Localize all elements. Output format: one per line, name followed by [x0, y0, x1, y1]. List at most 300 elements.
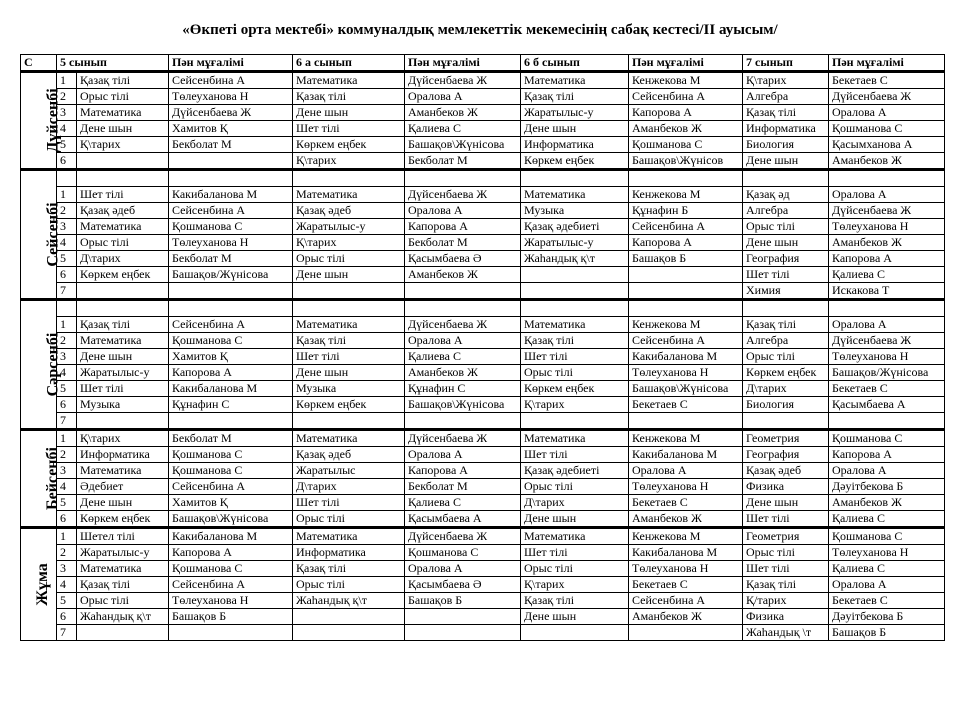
- teacher-5: Какибаланова М: [169, 381, 293, 397]
- lesson-number: 2: [57, 203, 77, 219]
- subject-6a: Орыс тілі: [293, 577, 405, 593]
- empty-cell: [169, 170, 293, 187]
- subject-6b: Математика: [521, 317, 629, 333]
- teacher-5: [169, 153, 293, 170]
- teacher-6a: Дүйсенбаева Ж: [405, 528, 521, 545]
- day-block: [21, 170, 945, 300]
- teacher-7: Төлеуханова Н: [829, 349, 945, 365]
- teacher-6a: [405, 625, 521, 641]
- lesson-number: 5: [57, 137, 77, 153]
- lesson-row: [21, 203, 945, 219]
- lesson-row: [21, 561, 945, 577]
- lesson-row: [21, 267, 945, 283]
- subject-7: Қазақ тілі: [743, 317, 829, 333]
- lesson-row: [21, 219, 945, 235]
- lesson-row: [21, 349, 945, 365]
- subject-6a: Қазақ тілі: [293, 89, 405, 105]
- subject-7: Дене шын: [743, 153, 829, 170]
- teacher-7: Қалиева С: [829, 511, 945, 528]
- lesson-row: [21, 479, 945, 495]
- teacher-7: Төлеуханова Н: [829, 545, 945, 561]
- subject-6b: [521, 413, 629, 430]
- day-block: [21, 528, 945, 641]
- schedule-table: [20, 54, 945, 641]
- subject-7: Физика: [743, 609, 829, 625]
- subject-7: Орыс тілі: [743, 349, 829, 365]
- teacher-7: Башақов Б: [829, 625, 945, 641]
- lesson-number: 7: [57, 625, 77, 641]
- teacher-7: Қалиева С: [829, 561, 945, 577]
- teacher-6b: Какибаланова М: [629, 447, 743, 463]
- subject-5: Д\тарих: [77, 251, 169, 267]
- teacher-6b: Кенжекова М: [629, 430, 743, 447]
- subject-7: Қазақ тілі: [743, 577, 829, 593]
- teacher-6b: Бекетаев С: [629, 577, 743, 593]
- lesson-number: 4: [57, 121, 77, 137]
- subject-6a: Дене шын: [293, 267, 405, 283]
- teacher-5: Қошманова С: [169, 447, 293, 463]
- teacher-5: Хамитов Қ: [169, 121, 293, 137]
- teacher-5: [169, 283, 293, 300]
- teacher-7: Капорова А: [829, 447, 945, 463]
- subject-6a: Шет тілі: [293, 121, 405, 137]
- teacher-6a: Капорова А: [405, 463, 521, 479]
- teacher-6b: Какибаланова М: [629, 545, 743, 561]
- teacher-7: Қалиева С: [829, 267, 945, 283]
- teacher-6a: Қалиева С: [405, 349, 521, 365]
- empty-cell: [829, 170, 945, 187]
- subject-7: Шет тілі: [743, 561, 829, 577]
- teacher-6a: Бекболат М: [405, 153, 521, 170]
- subject-5: [77, 283, 169, 300]
- subject-6b: [521, 283, 629, 300]
- subject-6a: Орыс тілі: [293, 251, 405, 267]
- subject-6a: Математика: [293, 430, 405, 447]
- subject-6b: Қазақ әдебиеті: [521, 463, 629, 479]
- subject-6b: Дене шын: [521, 609, 629, 625]
- teacher-6a: Қошманова С: [405, 545, 521, 561]
- lesson-number: 6: [57, 609, 77, 625]
- teacher-7: Оралова А: [829, 105, 945, 121]
- subject-6a: Шет тілі: [293, 349, 405, 365]
- lesson-row: [21, 381, 945, 397]
- teacher-5: Башақов\Жүнісова: [169, 511, 293, 528]
- day-label-cell: [21, 170, 62, 300]
- lesson-row: [21, 545, 945, 561]
- day-label-cell: [21, 528, 57, 641]
- subject-6a: [293, 413, 405, 430]
- subject-7: Информатика: [743, 121, 829, 137]
- teacher-7: Қошманова С: [829, 121, 945, 137]
- teacher-6a: Башақов\Жүнісова: [405, 397, 521, 413]
- lesson-number: 1: [57, 72, 77, 89]
- subject-7: Қ\тарих: [743, 72, 829, 89]
- subject-6b: Көркем еңбек: [521, 381, 629, 397]
- subject-6b: Қ\тарих: [521, 397, 629, 413]
- subject-6a: Көркем еңбек: [293, 137, 405, 153]
- lesson-number: 1: [57, 430, 77, 447]
- subject-6a: Қ\тарих: [293, 153, 405, 170]
- lesson-row: [21, 105, 945, 121]
- teacher-6b: Сейсенбина А: [629, 333, 743, 349]
- subject-6b: Қазақ тілі: [521, 89, 629, 105]
- subject-5: [77, 413, 169, 430]
- subject-5: Шетел тілі: [77, 528, 169, 545]
- teacher-7: Аманбеков Ж: [829, 153, 945, 170]
- subject-7: Биология: [743, 137, 829, 153]
- subject-7: Қазақ әдеб: [743, 463, 829, 479]
- lesson-number: 6: [57, 267, 77, 283]
- subject-6a: Көркем еңбек: [293, 397, 405, 413]
- teacher-5: Құнафин С: [169, 397, 293, 413]
- teacher-7: Қасымханова А: [829, 137, 945, 153]
- teacher-6b: Какибаланова М: [629, 349, 743, 365]
- subject-5: Дене шын: [77, 495, 169, 511]
- subject-5: Дене шын: [77, 121, 169, 137]
- lesson-number: 2: [57, 89, 77, 105]
- subject-6b: Жаратылыс-у: [521, 105, 629, 121]
- subject-6a: Д\тарих: [293, 479, 405, 495]
- teacher-6b: Төлеуханова Н: [629, 365, 743, 381]
- subject-6b: Қазақ тілі: [521, 593, 629, 609]
- subject-5: Қазақ тілі: [77, 317, 169, 333]
- teacher-6b: Сейсенбина А: [629, 593, 743, 609]
- teacher-6a: Дүйсенбаева Ж: [405, 317, 521, 333]
- teacher-6a: [405, 413, 521, 430]
- lesson-number: 6: [57, 153, 77, 170]
- lesson-row: [21, 495, 945, 511]
- day-label-cell: [21, 300, 62, 430]
- teacher-5: Бекболат М: [169, 137, 293, 153]
- subject-5: Математика: [77, 463, 169, 479]
- subject-6a: Қ\тарих: [293, 235, 405, 251]
- subject-6b: Математика: [521, 187, 629, 203]
- subject-5: Шет тілі: [77, 187, 169, 203]
- subject-6b: Қазақ әдебиеті: [521, 219, 629, 235]
- subject-6a: Жаратылыс: [293, 463, 405, 479]
- header-teacher-6a: Пән мұғалімі: [405, 55, 521, 72]
- lesson-number: 7: [57, 283, 77, 300]
- teacher-5: Хамитов Қ: [169, 495, 293, 511]
- empty-cell: [521, 300, 629, 317]
- teacher-5: [169, 625, 293, 641]
- teacher-5: Дүйсенбаева Ж: [169, 105, 293, 121]
- empty-cell: [405, 170, 521, 187]
- subject-6a: [293, 609, 405, 625]
- subject-7: Көркем еңбек: [743, 365, 829, 381]
- subject-7: Қазақ әд: [743, 187, 829, 203]
- teacher-5: Хамитов Қ: [169, 349, 293, 365]
- lesson-row: [21, 413, 945, 430]
- subject-7: Орыс тілі: [743, 545, 829, 561]
- subject-6a: Математика: [293, 187, 405, 203]
- subject-6b: Дене шын: [521, 121, 629, 137]
- teacher-5: [169, 413, 293, 430]
- teacher-6b: [629, 625, 743, 641]
- teacher-6a: Башақов Б: [405, 593, 521, 609]
- empty-cell: [629, 300, 743, 317]
- lesson-row: [21, 365, 945, 381]
- subject-5: Жаратылыс-у: [77, 545, 169, 561]
- subject-7: Алгебра: [743, 333, 829, 349]
- teacher-6b: Бекетаев С: [629, 397, 743, 413]
- subject-5: Информатика: [77, 447, 169, 463]
- lesson-row: [21, 397, 945, 413]
- lesson-number: 5: [57, 593, 77, 609]
- lesson-number: 4: [57, 479, 77, 495]
- subject-6a: [293, 625, 405, 641]
- teacher-7: Искакова Т: [829, 283, 945, 300]
- teacher-6a: Қалиева С: [405, 121, 521, 137]
- teacher-7: Қасымбаева А: [829, 397, 945, 413]
- subject-5: Орыс тілі: [77, 89, 169, 105]
- subject-5: Қазақ тілі: [77, 577, 169, 593]
- subject-5: Математика: [77, 219, 169, 235]
- subject-6b: Шет тілі: [521, 545, 629, 561]
- subject-7: Дене шын: [743, 495, 829, 511]
- subject-5: Қазақ әдеб: [77, 203, 169, 219]
- lesson-number: 1: [57, 528, 77, 545]
- day-block: [21, 72, 945, 170]
- teacher-6a: Аманбеков Ж: [405, 365, 521, 381]
- subject-6a: Математика: [293, 528, 405, 545]
- teacher-6a: Оралова А: [405, 203, 521, 219]
- subject-7: Геометрия: [743, 528, 829, 545]
- subject-5: Музыка: [77, 397, 169, 413]
- blank-row: [21, 300, 945, 317]
- lesson-row: [21, 511, 945, 528]
- subject-5: Орыс тілі: [77, 593, 169, 609]
- day-block: [21, 300, 945, 430]
- teacher-6a: Бекболат М: [405, 479, 521, 495]
- teacher-5: Капорова А: [169, 545, 293, 561]
- lesson-number: 4: [57, 235, 77, 251]
- teacher-7: Башақов/Жүнісова: [829, 365, 945, 381]
- subject-6a: Қазақ әдеб: [293, 447, 405, 463]
- teacher-6b: Башақов\Жүнісов: [629, 153, 743, 170]
- teacher-6b: Башақов\Жүнісова: [629, 381, 743, 397]
- subject-6b: Орыс тілі: [521, 561, 629, 577]
- subject-7: Алгебра: [743, 89, 829, 105]
- subject-5: Жаратылыс-у: [77, 365, 169, 381]
- teacher-6a: Қалиева С: [405, 495, 521, 511]
- teacher-5: Қошманова С: [169, 561, 293, 577]
- header-teacher-6b: Пән мұғалімі: [629, 55, 743, 72]
- subject-7: Қ/тарих: [743, 593, 829, 609]
- teacher-6a: Аманбеков Ж: [405, 267, 521, 283]
- subject-6b: Математика: [521, 72, 629, 89]
- subject-6b: [521, 267, 629, 283]
- lesson-number: 1: [57, 187, 77, 203]
- subject-5: Қ\тарих: [77, 137, 169, 153]
- teacher-5: Сейсенбина А: [169, 317, 293, 333]
- teacher-6b: [629, 267, 743, 283]
- teacher-5: Сейсенбина А: [169, 203, 293, 219]
- teacher-5: Бекболат М: [169, 430, 293, 447]
- header-row: [21, 55, 945, 72]
- teacher-6b: Төлеуханова Н: [629, 479, 743, 495]
- subject-5: Математика: [77, 561, 169, 577]
- teacher-7: Қошманова С: [829, 430, 945, 447]
- subject-7: Алгебра: [743, 203, 829, 219]
- teacher-6a: Бекболат М: [405, 235, 521, 251]
- lesson-number: 6: [57, 511, 77, 528]
- subject-5: Қ\тарих: [77, 430, 169, 447]
- teacher-6b: Аманбеков Ж: [629, 121, 743, 137]
- header-day: С: [21, 55, 57, 72]
- lesson-number: 7: [57, 413, 77, 430]
- lesson-row: [21, 153, 945, 170]
- teacher-6b: Кенжекова М: [629, 72, 743, 89]
- teacher-5: Башақов/Жүнісова: [169, 267, 293, 283]
- teacher-7: Оралова А: [829, 463, 945, 479]
- subject-7: Химия: [743, 283, 829, 300]
- lesson-row: [21, 89, 945, 105]
- header-class-6b: 6 б сынып: [521, 55, 629, 72]
- lesson-row: [21, 593, 945, 609]
- subject-6a: Қазақ тілі: [293, 561, 405, 577]
- teacher-6b: Кенжекова М: [629, 317, 743, 333]
- subject-6b: [521, 625, 629, 641]
- day-name: Сәрсенбі: [44, 332, 62, 396]
- lesson-number: 4: [57, 577, 77, 593]
- teacher-6a: Аманбеков Ж: [405, 105, 521, 121]
- teacher-7: Оралова А: [829, 577, 945, 593]
- teacher-7: Бекетаев С: [829, 381, 945, 397]
- lesson-number: 3: [57, 561, 77, 577]
- subject-6b: Дене шын: [521, 511, 629, 528]
- teacher-7: Бекетаев С: [829, 593, 945, 609]
- subject-6a: Орыс тілі: [293, 511, 405, 528]
- subject-6b: Информатика: [521, 137, 629, 153]
- empty-cell: [293, 170, 405, 187]
- lesson-row: [21, 625, 945, 641]
- teacher-5: Сейсенбина А: [169, 72, 293, 89]
- teacher-6a: Қасымбаева А: [405, 511, 521, 528]
- subject-6a: Информатика: [293, 545, 405, 561]
- teacher-6a: Қасымбаева Ә: [405, 251, 521, 267]
- lesson-row: [21, 528, 945, 545]
- lesson-row: [21, 137, 945, 153]
- subject-6b: Шет тілі: [521, 447, 629, 463]
- teacher-6a: Дүйсенбаева Ж: [405, 72, 521, 89]
- subject-6a: Қазақ әдеб: [293, 203, 405, 219]
- empty-cell: [743, 300, 829, 317]
- subject-7: Орыс тілі: [743, 219, 829, 235]
- teacher-6a: Оралова А: [405, 333, 521, 349]
- lesson-number: 5: [57, 251, 77, 267]
- teacher-7: Дәуітбекова Б: [829, 479, 945, 495]
- teacher-6a: Башақов\Жүнісова: [405, 137, 521, 153]
- teacher-5: Башақов Б: [169, 609, 293, 625]
- teacher-7: Дүйсенбаева Ж: [829, 89, 945, 105]
- teacher-6b: Капорова А: [629, 105, 743, 121]
- day-name: Жұма: [33, 562, 51, 606]
- subject-7: Қазақ тілі: [743, 105, 829, 121]
- empty-cell: [829, 300, 945, 317]
- subject-6b: Музыка: [521, 203, 629, 219]
- subject-7: География: [743, 251, 829, 267]
- teacher-7: Аманбеков Ж: [829, 235, 945, 251]
- subject-6a: Дене шын: [293, 105, 405, 121]
- lesson-row: [21, 317, 945, 333]
- subject-5: Қазақ тілі: [77, 72, 169, 89]
- teacher-6b: Кенжекова М: [629, 528, 743, 545]
- header-class-6a: 6 а сынып: [293, 55, 405, 72]
- subject-5: Математика: [77, 333, 169, 349]
- day-label-cell: [21, 430, 61, 528]
- subject-6b: Орыс тілі: [521, 479, 629, 495]
- teacher-6a: Дүйсенбаева Ж: [405, 430, 521, 447]
- teacher-7: [829, 413, 945, 430]
- teacher-6a: Капорова А: [405, 219, 521, 235]
- teacher-5: Какибаланова М: [169, 528, 293, 545]
- teacher-7: Аманбеков Ж: [829, 495, 945, 511]
- teacher-5: Бекболат М: [169, 251, 293, 267]
- lesson-row: [21, 187, 945, 203]
- lesson-row: [21, 463, 945, 479]
- lesson-number: 3: [57, 463, 77, 479]
- lesson-number: 2: [57, 333, 77, 349]
- teacher-6a: Қасымбаева Ә: [405, 577, 521, 593]
- subject-6a: Жаратылыс-у: [293, 219, 405, 235]
- teacher-5: Сейсенбина А: [169, 479, 293, 495]
- teacher-5: Қошманова С: [169, 219, 293, 235]
- lesson-number: 3: [57, 219, 77, 235]
- empty-cell: [743, 170, 829, 187]
- teacher-5: Қошманова С: [169, 463, 293, 479]
- empty-cell: [57, 170, 77, 187]
- day-name: Дүйсенбі: [44, 87, 62, 153]
- subject-6a: Музыка: [293, 381, 405, 397]
- teacher-7: Қошманова С: [829, 528, 945, 545]
- subject-5: [77, 153, 169, 170]
- teacher-6a: [405, 283, 521, 300]
- lesson-row: [21, 251, 945, 267]
- subject-7: [743, 413, 829, 430]
- empty-cell: [629, 170, 743, 187]
- teacher-7: Бекетаев С: [829, 72, 945, 89]
- empty-cell: [405, 300, 521, 317]
- lesson-row: [21, 577, 945, 593]
- subject-6a: Математика: [293, 317, 405, 333]
- teacher-7: Капорова А: [829, 251, 945, 267]
- teacher-6b: Аманбеков Ж: [629, 609, 743, 625]
- teacher-7: Дәуітбекова Б: [829, 609, 945, 625]
- day-block: [21, 430, 945, 528]
- subject-6a: [293, 283, 405, 300]
- lesson-row: [21, 283, 945, 300]
- empty-cell: [521, 170, 629, 187]
- subject-5: Шет тілі: [77, 381, 169, 397]
- subject-6a: Жаһандық қ\т: [293, 593, 405, 609]
- blank-row: [21, 170, 945, 187]
- teacher-6b: Оралова А: [629, 463, 743, 479]
- empty-cell: [169, 300, 293, 317]
- subject-6b: Жаһандық қ\т: [521, 251, 629, 267]
- subject-6b: Математика: [521, 528, 629, 545]
- subject-7: Геометрия: [743, 430, 829, 447]
- subject-6a: Қазақ тілі: [293, 333, 405, 349]
- teacher-7: Дүйсенбаева Ж: [829, 203, 945, 219]
- teacher-5: Капорова А: [169, 365, 293, 381]
- empty-cell: [57, 300, 77, 317]
- subject-5: [77, 625, 169, 641]
- lesson-row: [21, 235, 945, 251]
- lesson-row: [21, 430, 945, 447]
- lesson-row: [21, 333, 945, 349]
- lesson-number: 3: [57, 105, 77, 121]
